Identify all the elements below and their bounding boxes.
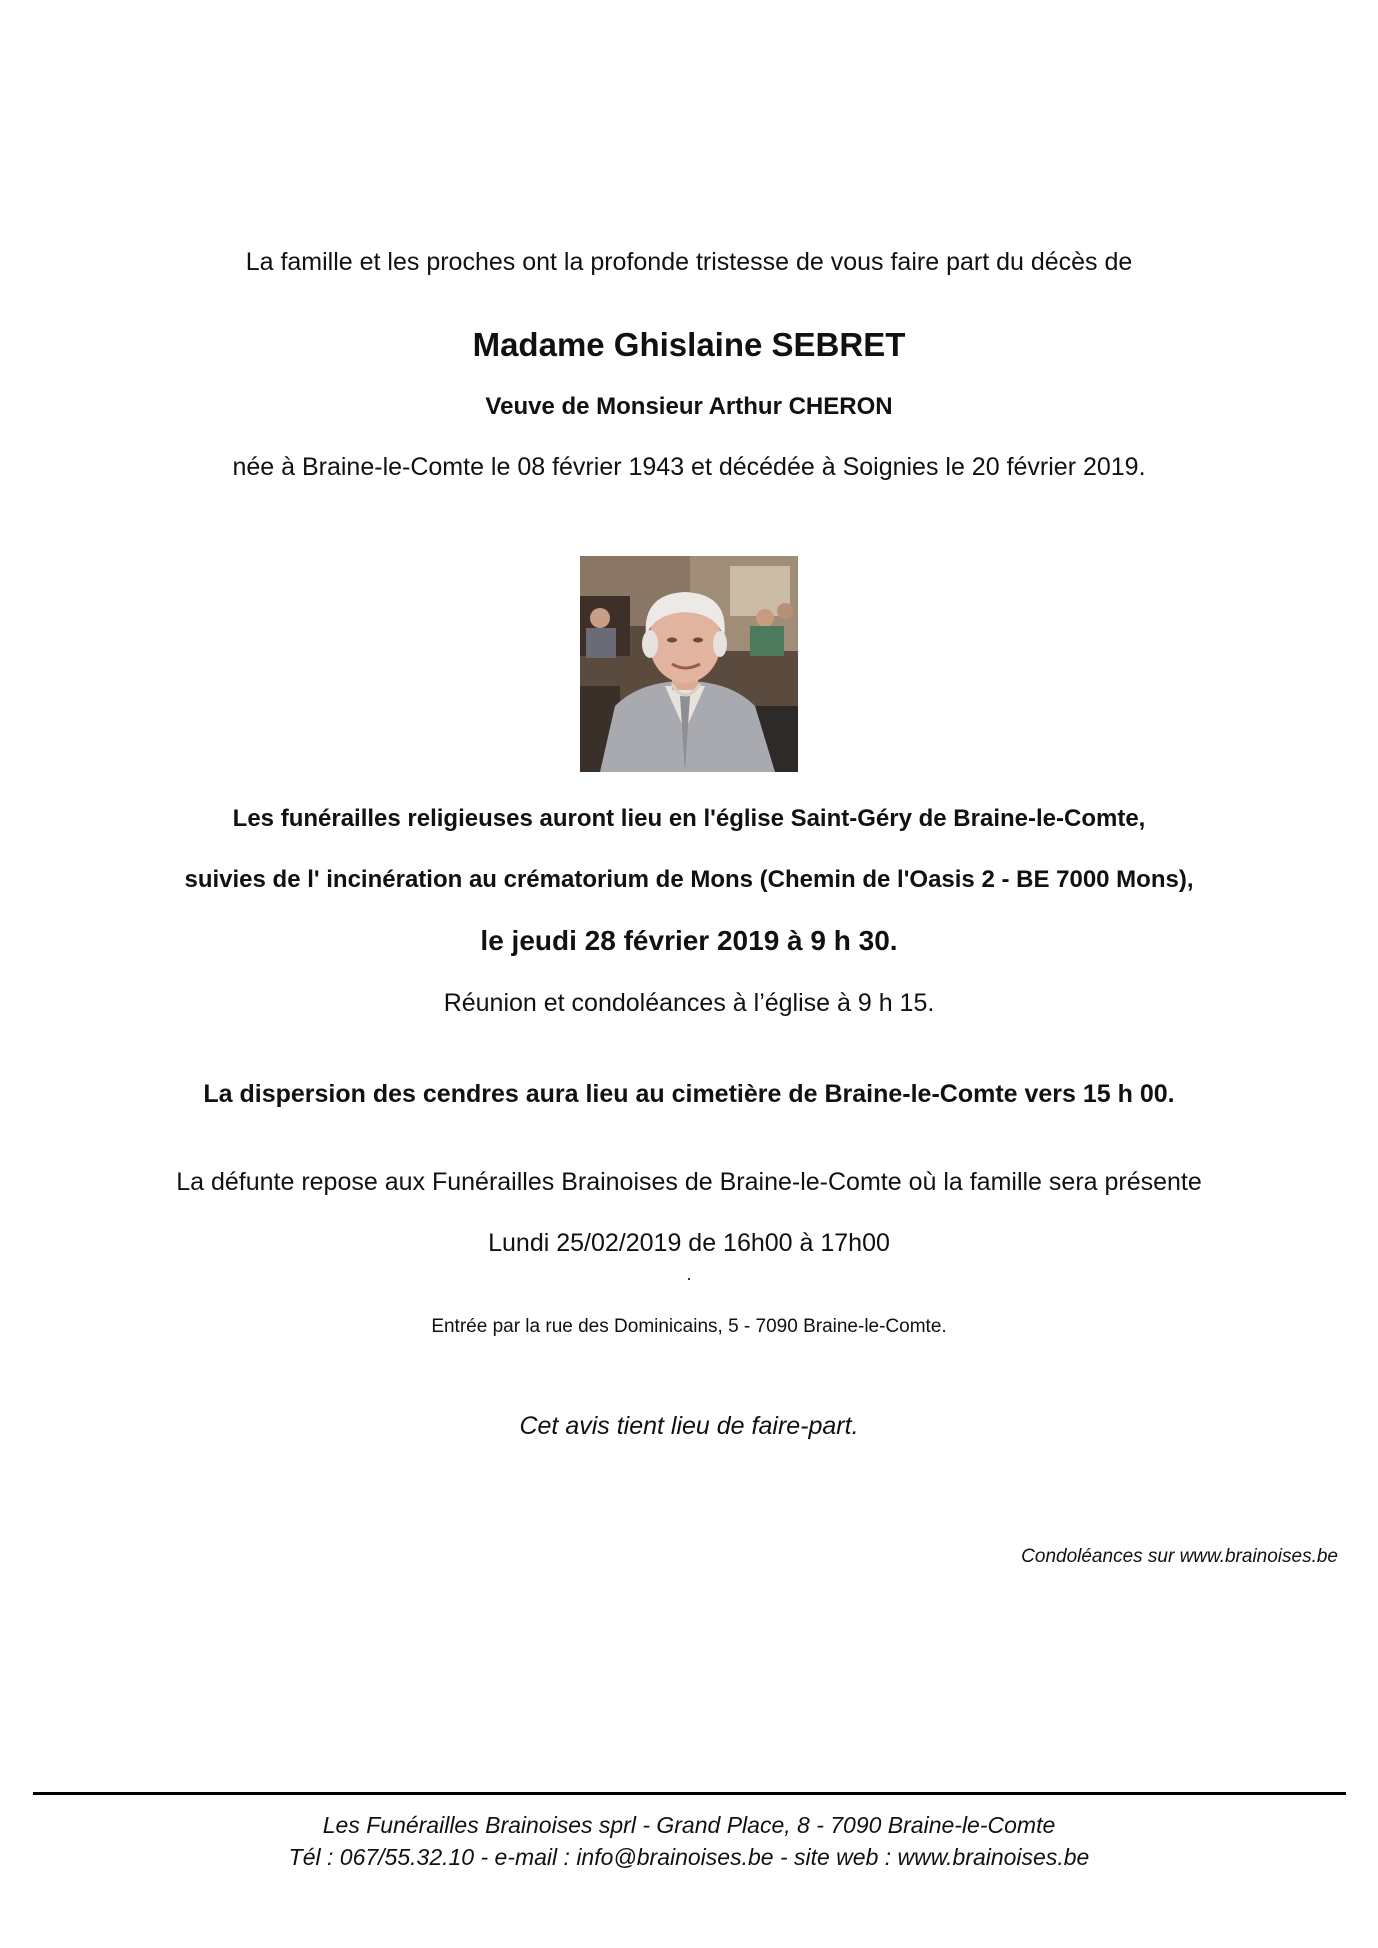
funeral-line-1: Les funérailles religieuses auront lieu en l'église Saint-Géry de Braine-le-Comte, (232, 805, 1146, 832)
separator-dot: . (686, 1264, 692, 1284)
notice-text: Cet avis tient lieu de faire-part. (519, 1412, 859, 1440)
repose-text: La défunte repose aux Funérailles Brainoises de Braine-le-Comte où la famille sera présente (176, 1168, 1202, 1196)
dispersion-text: La dispersion des cendres aura lieu au cimetière de Braine-le-Comte vers 15 h 00. (203, 1080, 1175, 1108)
reunion-text: Réunion et condoléances à l’église à 9 h 15. (443, 989, 935, 1017)
ceremony-date: le jeudi 28 février 2019 à 9 h 30. (480, 925, 898, 956)
birth-death-text: née à Braine-le-Comte le 08 février 1943 et décédée à Soignies le 20 février 2019. (232, 453, 1146, 481)
entrance-text: Entrée par la rue des Dominicains, 5 - 7090 Braine-le-Comte. (431, 1316, 947, 1337)
funeral-line-2: suivies de l' incinération au crématorium de Mons (Chemin de l'Oasis 2 - BE 7000 Mons), (184, 866, 1194, 893)
footer-company: Les Funérailles Brainoises sprl - Grand Place, 8 - 7090 Braine-le-Comte (322, 1812, 1056, 1838)
visitation-schedule: Lundi 25/02/2019 de 16h00 à 17h00 (488, 1229, 890, 1257)
deceased-name: Madame Ghislaine SEBRET (472, 326, 906, 363)
portrait-photo (580, 556, 798, 772)
footer-divider (33, 1792, 1346, 1795)
footer-contact: Tél : 067/55.32.10 - e-mail : info@brainoises.be - site web : www.brainoises.be (288, 1844, 1090, 1870)
intro-text: La famille et les proches ont la profonde tristesse de vous faire part du décès de (245, 248, 1133, 276)
condolences-link[interactable]: Condoléances sur www.brainoises.be (1021, 1546, 1338, 1567)
widow-of-text: Veuve de Monsieur Arthur CHERON (485, 393, 893, 420)
